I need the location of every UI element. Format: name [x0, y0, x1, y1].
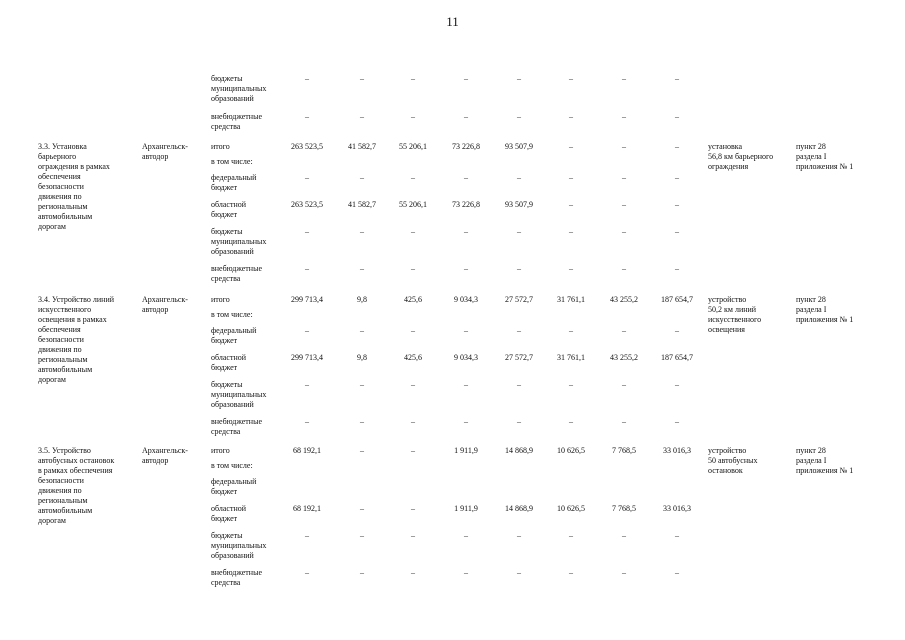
empty-value-cell: – — [622, 142, 626, 151]
section-title: автомобильным — [38, 212, 93, 221]
empty-value-cell: – — [622, 173, 626, 182]
expected-result: ограждения — [708, 162, 749, 171]
row-label: областной — [211, 353, 247, 362]
empty-value-cell: – — [464, 173, 468, 182]
row-label: средства — [211, 122, 241, 131]
row-label: бюджеты — [211, 380, 243, 389]
empty-value-cell: – — [305, 74, 309, 83]
expected-result: устройство — [708, 295, 747, 304]
empty-value-cell: – — [569, 227, 573, 236]
reference: раздела I — [796, 152, 827, 161]
empty-value-cell: – — [360, 74, 364, 83]
row-label: внебюджетные — [211, 264, 262, 273]
section-title: искусственного — [38, 305, 92, 314]
row-label: федеральный — [211, 477, 257, 486]
section-title: безопасности — [38, 476, 84, 485]
empty-value-cell: – — [360, 446, 364, 455]
empty-value-cell: – — [411, 531, 415, 540]
row-label: федеральный — [211, 326, 257, 335]
empty-value-cell: – — [569, 74, 573, 83]
expected-result: 50 автобусных — [708, 456, 758, 465]
row-label: бюджеты — [211, 227, 243, 236]
value-cell: 9,8 — [357, 295, 367, 304]
value-cell: 263 523,5 — [291, 142, 323, 151]
empty-value-cell: – — [464, 112, 468, 121]
section-title: 3.5. Устройство — [38, 446, 91, 455]
empty-value-cell: – — [305, 417, 309, 426]
empty-value-cell: – — [517, 326, 521, 335]
empty-value-cell: – — [569, 173, 573, 182]
row-label: в том числе: — [211, 461, 253, 470]
value-cell: 1 911,9 — [454, 504, 478, 513]
section-title: движения по — [38, 192, 82, 201]
empty-value-cell: – — [411, 112, 415, 121]
empty-value-cell: – — [569, 531, 573, 540]
value-cell: 33 016,3 — [663, 504, 691, 513]
value-cell: 9 034,3 — [454, 353, 478, 362]
empty-value-cell: – — [622, 531, 626, 540]
empty-value-cell: – — [464, 74, 468, 83]
row-label: федеральный — [211, 173, 257, 182]
expected-result: 50,2 км линий — [708, 305, 757, 314]
section-title: региональным — [38, 355, 88, 364]
value-cell: 425,6 — [404, 353, 422, 362]
empty-value-cell: – — [360, 227, 364, 236]
section-title: движения по — [38, 486, 82, 495]
empty-value-cell: – — [569, 417, 573, 426]
empty-value-cell: – — [411, 173, 415, 182]
value-cell: 33 016,3 — [663, 446, 691, 455]
empty-value-cell: – — [305, 173, 309, 182]
value-cell: 55 206,1 — [399, 200, 427, 209]
row-label: областной — [211, 504, 247, 513]
empty-value-cell: – — [622, 74, 626, 83]
reference: раздела I — [796, 456, 827, 465]
row-label: внебюджетные — [211, 417, 262, 426]
empty-value-cell: – — [360, 504, 364, 513]
empty-value-cell: – — [411, 446, 415, 455]
section-title: дорогам — [38, 516, 66, 525]
empty-value-cell: – — [305, 264, 309, 273]
section-title: автомобильным — [38, 365, 93, 374]
value-cell: 299 713,4 — [291, 353, 323, 362]
empty-value-cell: – — [411, 264, 415, 273]
empty-value-cell: – — [517, 531, 521, 540]
row-label: в том числе: — [211, 157, 253, 166]
section-title: обеспечения — [38, 172, 81, 181]
empty-value-cell: – — [305, 380, 309, 389]
empty-value-cell: – — [411, 504, 415, 513]
value-cell: 93 507,9 — [505, 200, 533, 209]
row-label: образований — [211, 551, 254, 560]
empty-value-cell: – — [675, 112, 679, 121]
empty-value-cell: – — [622, 380, 626, 389]
value-cell: 425,6 — [404, 295, 422, 304]
reference: приложения № 1 — [796, 466, 854, 475]
row-label: муниципальных — [211, 237, 267, 246]
empty-value-cell: – — [411, 326, 415, 335]
empty-value-cell: – — [622, 112, 626, 121]
row-label: бюджет — [211, 514, 238, 523]
value-cell: 187 654,7 — [661, 353, 693, 362]
empty-value-cell: – — [622, 264, 626, 273]
row-label: муниципальных — [211, 84, 267, 93]
section-title: освещения в рамках — [38, 315, 107, 324]
section-title: региональным — [38, 496, 88, 505]
empty-value-cell: – — [411, 417, 415, 426]
empty-value-cell: – — [360, 568, 364, 577]
value-cell: 41 582,7 — [348, 200, 376, 209]
section-title: безопасности — [38, 335, 84, 344]
row-label: итого — [211, 142, 230, 151]
row-label: итого — [211, 295, 230, 304]
row-label: бюджеты — [211, 531, 243, 540]
value-cell: 14 868,9 — [505, 504, 533, 513]
row-label: бюджет — [211, 487, 238, 496]
empty-value-cell: – — [464, 568, 468, 577]
expected-result: искусственного — [708, 315, 762, 324]
section-title: 3.4. Устройство линий — [38, 295, 115, 304]
empty-value-cell: – — [675, 417, 679, 426]
row-label: бюджет — [211, 183, 238, 192]
value-cell: 7 768,5 — [612, 504, 636, 513]
value-cell: 55 206,1 — [399, 142, 427, 151]
empty-value-cell: – — [411, 74, 415, 83]
row-label: бюджет — [211, 336, 238, 345]
row-label: образований — [211, 400, 254, 409]
section-title: региональным — [38, 202, 88, 211]
empty-value-cell: – — [411, 568, 415, 577]
empty-value-cell: – — [675, 227, 679, 236]
reference: пункт 28 — [796, 446, 826, 455]
empty-value-cell: – — [569, 112, 573, 121]
value-cell: 73 226,8 — [452, 142, 480, 151]
expected-result: установка — [708, 142, 743, 151]
expected-result: остановок — [708, 466, 743, 475]
empty-value-cell: – — [517, 264, 521, 273]
empty-value-cell: – — [360, 326, 364, 335]
empty-value-cell: – — [464, 227, 468, 236]
empty-value-cell: – — [622, 200, 626, 209]
section-title: автомобильным — [38, 506, 93, 515]
executor: Архангельск- — [142, 295, 188, 304]
value-cell: 9 034,3 — [454, 295, 478, 304]
reference: приложения № 1 — [796, 315, 854, 324]
row-label: итого — [211, 446, 230, 455]
row-label: внебюджетные — [211, 568, 262, 577]
empty-value-cell: – — [411, 227, 415, 236]
value-cell: 14 868,9 — [505, 446, 533, 455]
empty-value-cell: – — [622, 227, 626, 236]
empty-value-cell: – — [517, 568, 521, 577]
empty-value-cell: – — [622, 417, 626, 426]
row-label: внебюджетные — [211, 112, 262, 121]
empty-value-cell: – — [464, 264, 468, 273]
empty-value-cell: – — [569, 200, 573, 209]
section-title: барьерного — [38, 152, 77, 161]
empty-value-cell: – — [675, 200, 679, 209]
reference: раздела I — [796, 305, 827, 314]
empty-value-cell: – — [517, 380, 521, 389]
value-cell: 187 654,7 — [661, 295, 693, 304]
empty-value-cell: – — [517, 173, 521, 182]
row-label: бюджет — [211, 210, 238, 219]
empty-value-cell: – — [569, 264, 573, 273]
section-title: 3.3. Установка — [38, 142, 87, 151]
value-cell: 68 192,1 — [293, 504, 321, 513]
value-cell: 93 507,9 — [505, 142, 533, 151]
section-title: обеспечения — [38, 325, 81, 334]
empty-value-cell: – — [569, 142, 573, 151]
empty-value-cell: – — [675, 380, 679, 389]
empty-value-cell: – — [305, 326, 309, 335]
row-label: образований — [211, 247, 254, 256]
value-cell: 299 713,4 — [291, 295, 323, 304]
empty-value-cell: – — [517, 74, 521, 83]
empty-value-cell: – — [517, 417, 521, 426]
section-title: ограждения в рамках — [38, 162, 110, 171]
row-label: средства — [211, 578, 241, 587]
empty-value-cell: – — [305, 227, 309, 236]
empty-value-cell: – — [622, 326, 626, 335]
row-label: муниципальных — [211, 541, 267, 550]
value-cell: 43 255,2 — [610, 295, 638, 304]
empty-value-cell: – — [675, 531, 679, 540]
empty-value-cell: – — [464, 531, 468, 540]
value-cell: 10 626,5 — [557, 446, 585, 455]
value-cell: 43 255,2 — [610, 353, 638, 362]
empty-value-cell: – — [360, 380, 364, 389]
expected-result: освещения — [708, 325, 745, 334]
empty-value-cell: – — [360, 531, 364, 540]
row-label: в том числе: — [211, 310, 253, 319]
page-number: 11 — [446, 14, 459, 29]
empty-value-cell: – — [675, 173, 679, 182]
empty-value-cell: – — [569, 568, 573, 577]
row-label: бюджеты — [211, 74, 243, 83]
row-label: областной — [211, 200, 247, 209]
section-title: движения по — [38, 345, 82, 354]
section-title: дорогам — [38, 222, 66, 231]
empty-value-cell: – — [464, 326, 468, 335]
reference: пункт 28 — [796, 295, 826, 304]
value-cell: 27 572,7 — [505, 353, 533, 362]
empty-value-cell: – — [517, 227, 521, 236]
executor: Архангельск- — [142, 142, 188, 151]
section-title: автобусных остановок — [38, 456, 115, 465]
value-cell: 41 582,7 — [348, 142, 376, 151]
reference: пункт 28 — [796, 142, 826, 151]
value-cell: 27 572,7 — [505, 295, 533, 304]
empty-value-cell: – — [675, 142, 679, 151]
executor: автодор — [142, 305, 169, 314]
empty-value-cell: – — [569, 380, 573, 389]
executor: Архангельск- — [142, 446, 188, 455]
reference: приложения № 1 — [796, 162, 854, 171]
executor: автодор — [142, 456, 169, 465]
value-cell: 10 626,5 — [557, 504, 585, 513]
empty-value-cell: – — [464, 380, 468, 389]
value-cell: 31 761,1 — [557, 353, 585, 362]
empty-value-cell: – — [411, 380, 415, 389]
section-title: дорогам — [38, 375, 66, 384]
empty-value-cell: – — [360, 112, 364, 121]
empty-value-cell: – — [675, 74, 679, 83]
row-label: средства — [211, 274, 241, 283]
empty-value-cell: – — [464, 417, 468, 426]
empty-value-cell: – — [360, 417, 364, 426]
empty-value-cell: – — [675, 326, 679, 335]
empty-value-cell: – — [622, 568, 626, 577]
section-title: безопасности — [38, 182, 84, 191]
row-label: муниципальных — [211, 390, 267, 399]
empty-value-cell: – — [305, 568, 309, 577]
section-title: в рамках обеспечения — [38, 466, 113, 475]
row-label: средства — [211, 427, 241, 436]
empty-value-cell: – — [360, 173, 364, 182]
empty-value-cell: – — [675, 264, 679, 273]
expected-result: 56,8 км барьерного — [708, 152, 774, 161]
value-cell: 68 192,1 — [293, 446, 321, 455]
empty-value-cell: – — [569, 326, 573, 335]
value-cell: 7 768,5 — [612, 446, 636, 455]
empty-value-cell: – — [675, 568, 679, 577]
row-label: образований — [211, 94, 254, 103]
value-cell: 263 523,5 — [291, 200, 323, 209]
empty-value-cell: – — [305, 112, 309, 121]
value-cell: 73 226,8 — [452, 200, 480, 209]
empty-value-cell: – — [517, 112, 521, 121]
value-cell: 31 761,1 — [557, 295, 585, 304]
value-cell: 1 911,9 — [454, 446, 478, 455]
empty-value-cell: – — [360, 264, 364, 273]
executor: автодор — [142, 152, 169, 161]
value-cell: 9,8 — [357, 353, 367, 362]
expected-result: устройство — [708, 446, 747, 455]
empty-value-cell: – — [305, 531, 309, 540]
row-label: бюджет — [211, 363, 238, 372]
